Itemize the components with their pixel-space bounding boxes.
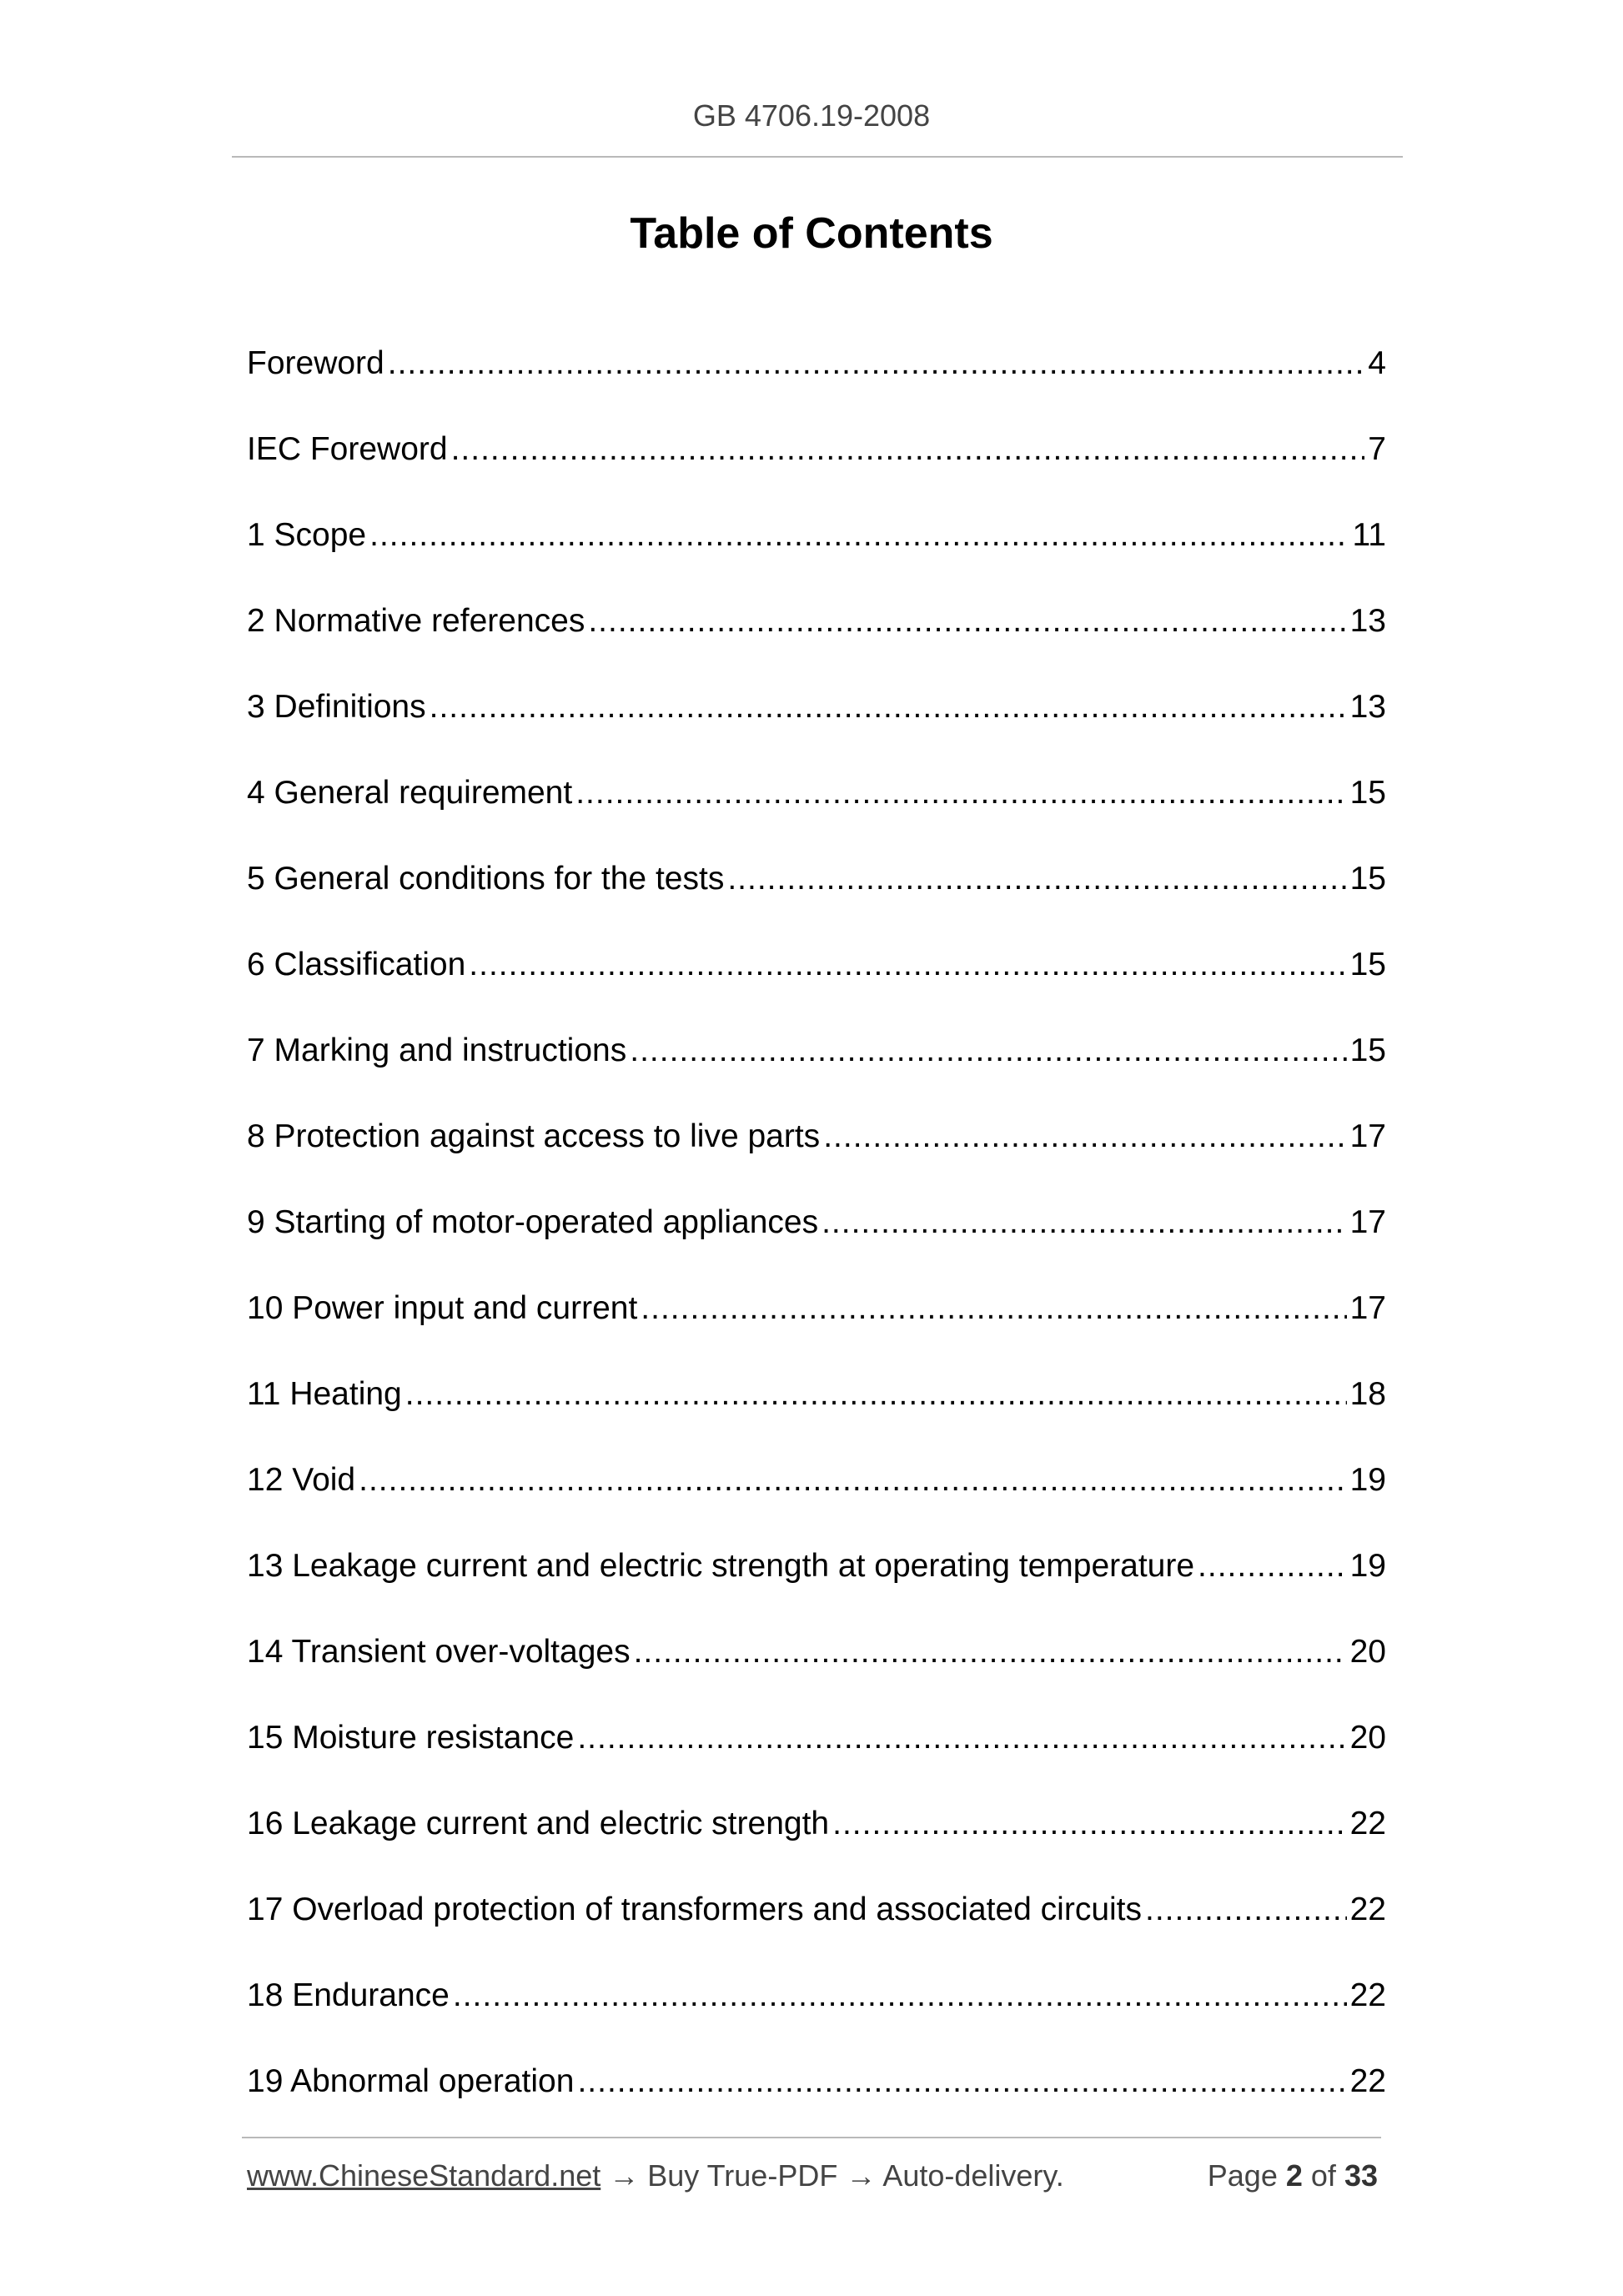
toc-item-page: 15 bbox=[1349, 1032, 1386, 1068]
toc-item-label: 8 Protection against access to live parts bbox=[247, 1118, 821, 1154]
toc-leader-dots bbox=[451, 425, 1365, 475]
toc-leader-dots bbox=[832, 1799, 1347, 1849]
toc-item-leakage-operating[interactable] bbox=[247, 1541, 1386, 1627]
toc-item-iec-foreword[interactable] bbox=[247, 425, 1386, 510]
toc-item-starting-motor[interactable] bbox=[247, 1198, 1386, 1284]
toc-item-label: 12 Void bbox=[247, 1462, 356, 1498]
toc-item-label: 3 Definitions bbox=[247, 689, 426, 725]
toc-item-label: 17 Overload protection of transformers and associated circuits bbox=[247, 1892, 1143, 1927]
toc-item-leakage-electric-strength[interactable] bbox=[247, 1799, 1386, 1885]
toc-item-moisture-resistance[interactable] bbox=[247, 1713, 1386, 1799]
toc-item-label: IEC Foreword bbox=[247, 431, 448, 467]
toc-item-page: 22 bbox=[1349, 1806, 1386, 1841]
toc-item-page: 7 bbox=[1368, 431, 1386, 467]
toc-item-scope[interactable] bbox=[247, 510, 1386, 596]
toc-item-page: 22 bbox=[1349, 1892, 1386, 1927]
toc-item-page: 15 bbox=[1349, 861, 1386, 897]
toc-leader-dots bbox=[369, 510, 1349, 560]
toc-leader-dots bbox=[822, 1198, 1347, 1248]
toc-leader-dots bbox=[1198, 1541, 1347, 1591]
toc-item-label: 2 Normative references bbox=[247, 603, 585, 639]
toc-item-label: 16 Leakage current and electric strength bbox=[247, 1806, 830, 1841]
footer-divider bbox=[242, 2137, 1381, 2138]
document-code: GB 4706.19-2008 bbox=[692, 98, 931, 133]
toc-item-label: 11 Heating bbox=[247, 1376, 402, 1412]
toc-item-page: 22 bbox=[1349, 1977, 1386, 2013]
toc-item-power-input[interactable] bbox=[247, 1284, 1386, 1369]
toc-item-label: 1 Scope bbox=[247, 517, 367, 553]
toc-item-page: 20 bbox=[1349, 1720, 1386, 1756]
page-current: 2 bbox=[1285, 2158, 1303, 2193]
toc-item-abnormal-operation[interactable] bbox=[247, 2057, 1386, 2143]
toc-leader-dots bbox=[430, 682, 1347, 732]
toc-item-marking[interactable] bbox=[247, 1026, 1386, 1112]
toc-item-label: 18 Endurance bbox=[247, 1977, 450, 2013]
toc-item-heating[interactable] bbox=[247, 1369, 1386, 1455]
toc-list bbox=[247, 339, 1386, 2143]
toc-item-page: 11 bbox=[1352, 517, 1386, 553]
toc-item-label: 4 General requirement bbox=[247, 775, 573, 811]
toc-item-label: 10 Power input and current bbox=[247, 1290, 638, 1326]
toc-item-page: 13 bbox=[1349, 689, 1386, 725]
toc-item-page: 17 bbox=[1349, 1118, 1386, 1154]
toc-item-page: 20 bbox=[1349, 1634, 1386, 1670]
toc-item-page: 4 bbox=[1368, 345, 1386, 381]
toc-item-protection-live-parts[interactable] bbox=[247, 1112, 1386, 1198]
toc-item-page: 18 bbox=[1349, 1376, 1386, 1412]
toc-item-label: 6 Classification bbox=[247, 947, 466, 982]
toc-leader-dots bbox=[641, 1284, 1346, 1334]
toc-item-page: 22 bbox=[1349, 2063, 1386, 2099]
toc-item-overload-protection[interactable] bbox=[247, 1885, 1386, 1971]
page-total: 33 bbox=[1344, 2158, 1378, 2193]
toc-item-page: 17 bbox=[1349, 1204, 1386, 1240]
toc-item-void[interactable] bbox=[247, 1455, 1386, 1541]
site-link[interactable]: www.ChineseStandard.net bbox=[247, 2158, 601, 2193]
toc-item-label: 15 Moisture resistance bbox=[247, 1720, 575, 1756]
header-divider bbox=[232, 156, 1403, 158]
toc-leader-dots bbox=[575, 768, 1346, 818]
toc-item-definitions[interactable] bbox=[247, 682, 1386, 768]
toc-item-general-conditions[interactable] bbox=[247, 854, 1386, 940]
toc-item-label: 14 Transient over-voltages bbox=[247, 1634, 631, 1670]
toc-item-classification[interactable] bbox=[247, 940, 1386, 1026]
page-of: of bbox=[1310, 2158, 1336, 2193]
page-number bbox=[1208, 2158, 1378, 2193]
toc-item-foreword[interactable] bbox=[247, 339, 1386, 425]
toc-item-label: 7 Marking and instructions bbox=[247, 1032, 627, 1068]
toc-item-label: 9 Starting of motor-operated appliances bbox=[247, 1204, 819, 1240]
toc-item-label: Foreword bbox=[247, 345, 384, 381]
toc-item-page: 15 bbox=[1349, 947, 1386, 982]
toc-item-page: 19 bbox=[1349, 1548, 1386, 1584]
toc-leader-dots bbox=[630, 1026, 1346, 1076]
toc-leader-dots bbox=[359, 1455, 1346, 1505]
toc-item-label: 19 Abnormal operation bbox=[247, 2063, 575, 2099]
toc-item-general-requirement[interactable] bbox=[247, 768, 1386, 854]
toc-leader-dots bbox=[388, 339, 1365, 389]
toc-leader-dots bbox=[1145, 1885, 1347, 1935]
toc-leader-dots bbox=[453, 1971, 1347, 2021]
toc-leader-dots bbox=[588, 596, 1346, 646]
toc-leader-dots bbox=[577, 1713, 1346, 1763]
toc-item-page: 15 bbox=[1349, 775, 1386, 811]
toc-leader-dots bbox=[577, 2057, 1346, 2107]
footer-promo-text: → Buy True-PDF → Auto-delivery. bbox=[600, 2158, 1064, 2193]
page-word: Page bbox=[1207, 2158, 1278, 2193]
toc-item-page: 19 bbox=[1349, 1462, 1386, 1498]
toc-item-normative-references[interactable] bbox=[247, 596, 1386, 682]
page-title: Table of Contents bbox=[630, 209, 993, 258]
toc-item-label: 13 Leakage current and electric strength at operating temperature bbox=[247, 1548, 1195, 1584]
toc-leader-dots bbox=[823, 1112, 1346, 1162]
toc-leader-dots bbox=[727, 854, 1346, 904]
toc-leader-dots bbox=[634, 1627, 1347, 1677]
toc-leader-dots bbox=[469, 940, 1346, 990]
toc-item-transient-over-voltages[interactable] bbox=[247, 1627, 1386, 1713]
toc-item-page: 13 bbox=[1349, 603, 1386, 639]
toc-item-page: 17 bbox=[1349, 1290, 1386, 1326]
toc-item-label: 5 General conditions for the tests bbox=[247, 861, 725, 897]
page-footer bbox=[247, 2158, 1378, 2193]
footer-promo bbox=[247, 2158, 1064, 2193]
toc-item-endurance[interactable] bbox=[247, 1971, 1386, 2057]
toc-leader-dots bbox=[405, 1369, 1347, 1419]
